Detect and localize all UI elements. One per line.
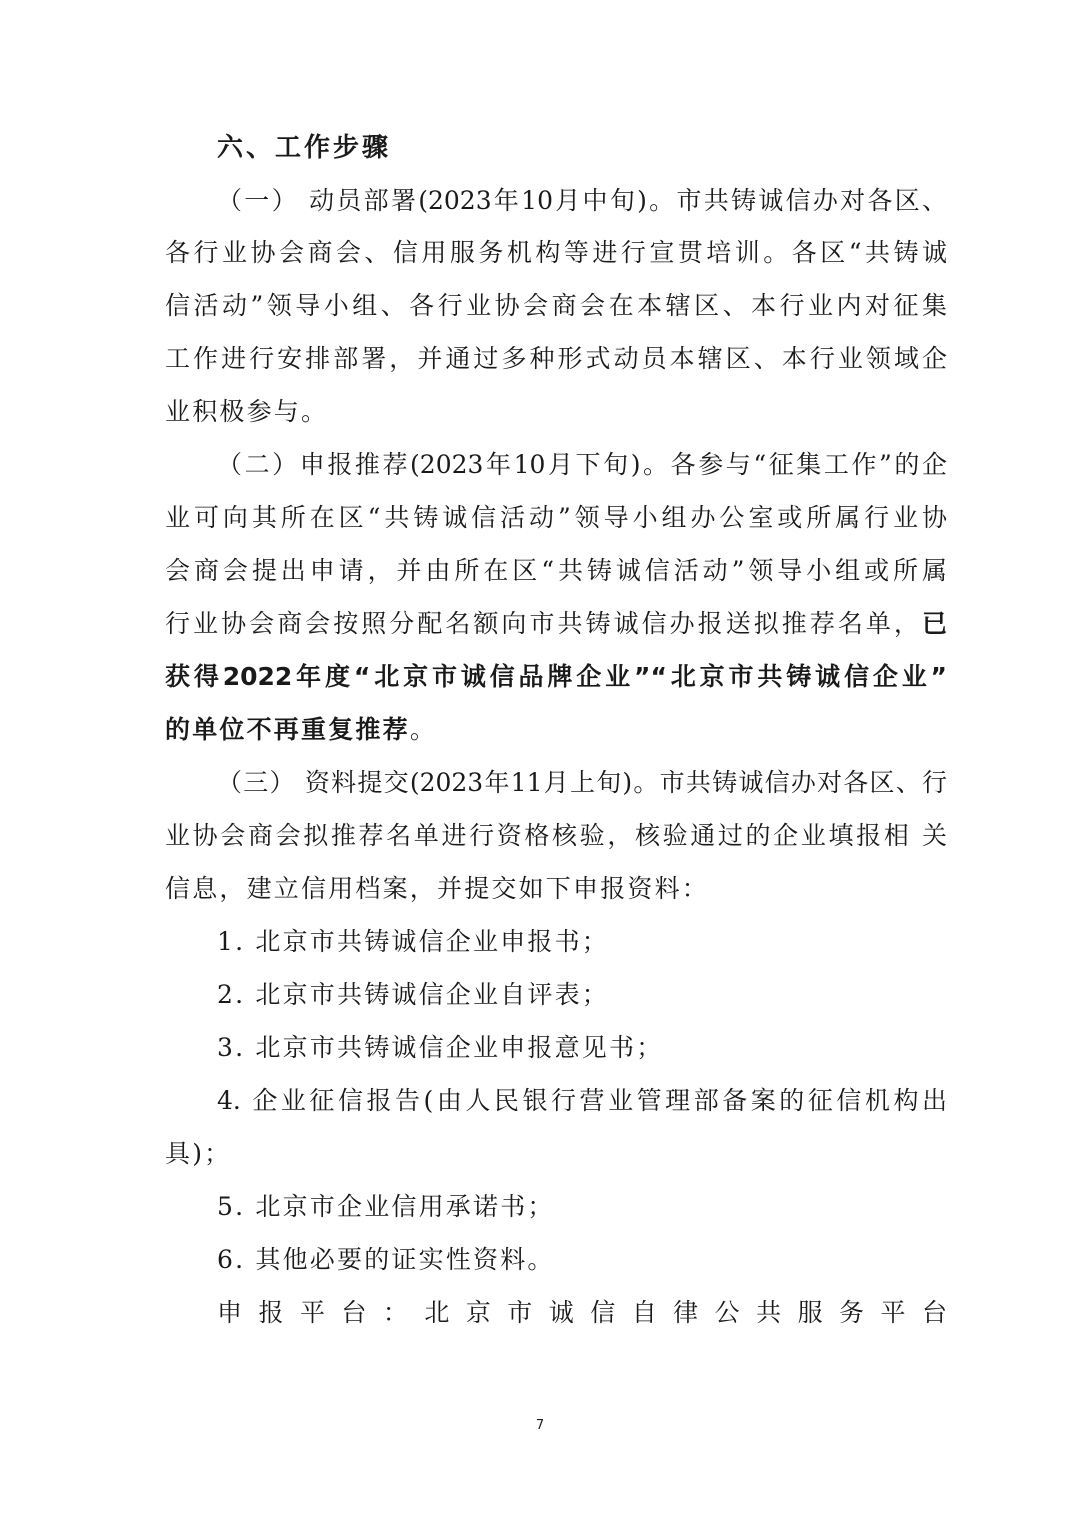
- step2-line-4-bold: 已: [921, 609, 947, 638]
- material-item-3: 3. 北京市共铸诚信企业申报意见书；: [217, 1033, 664, 1062]
- page-number: 7: [535, 1418, 545, 1433]
- step1-line-1: （一） 动员部署(2023年10月中旬)。市共铸诚信办对各区、: [217, 186, 947, 215]
- step3-line-2: 业协会商会拟推荐名单进行资格核验，核验通过的企业填报相 关: [165, 821, 947, 850]
- material-item-4-cont: 具)；: [165, 1139, 232, 1168]
- material-item-2: 2. 北京市共铸诚信企业自评表；: [217, 980, 610, 1009]
- step2-line-6-end: 。: [409, 715, 438, 744]
- step2-line-6-bold: 的单位不再重复推荐: [165, 715, 410, 744]
- step3-line-1: （三） 资料提交(2023年11月上旬)。市共铸诚信办对各区、行: [217, 768, 947, 797]
- platform-line: 申报平台：北京市诚信自律公共服务平台: [217, 1298, 947, 1327]
- step1-line-2: 各行业协会商会、信用服务机构等进行宣贯培训。各区“共铸诚: [165, 238, 947, 267]
- step2-line-6: [165, 712, 947, 748]
- step2-line-4-regular: 行业协会商会按照分配名额向市共铸诚信办报送拟推荐名单，: [165, 609, 922, 638]
- step1-line-5: 业积极参与。: [165, 397, 329, 426]
- step2-line-5-bold: 获得2022年度“北京市诚信品牌企业”“北京市共铸诚信企业”: [165, 662, 947, 691]
- step2-line-3: 会商会提出申请，并由所在区“共铸诚信活动”领导小组或所属: [165, 556, 947, 585]
- material-item-6: 6. 其他必要的证实性资料。: [217, 1245, 555, 1274]
- material-item-5: 5. 北京市企业信用承诺书；: [217, 1192, 555, 1221]
- section-heading: 六、工作步骤: [217, 133, 392, 163]
- step2-line-2: 业可向其所在区“共铸诚信活动”领导小组办公室或所属行业协: [165, 503, 947, 532]
- step2-line-1: （二）申报推荐(2023年10月下旬)。各参与“征集工作”的企: [217, 450, 947, 479]
- step1-line-3: 信活动”领导小组、各行业协会商会在本辖区、本行业内对征集: [165, 291, 947, 320]
- step2-line-4: [165, 606, 947, 642]
- step3-line-3: 信息，建立信用档案，并提交如下申报资料：: [165, 874, 710, 903]
- material-item-4: 4. 企业征信报告(由人民银行营业管理部备案的征信机构出: [217, 1086, 947, 1115]
- material-item-1: 1. 北京市共铸诚信企业申报书；: [217, 927, 610, 956]
- step1-line-4: 工作进行安排部署，并通过多种形式动员本辖区、本行业领域企: [165, 344, 947, 373]
